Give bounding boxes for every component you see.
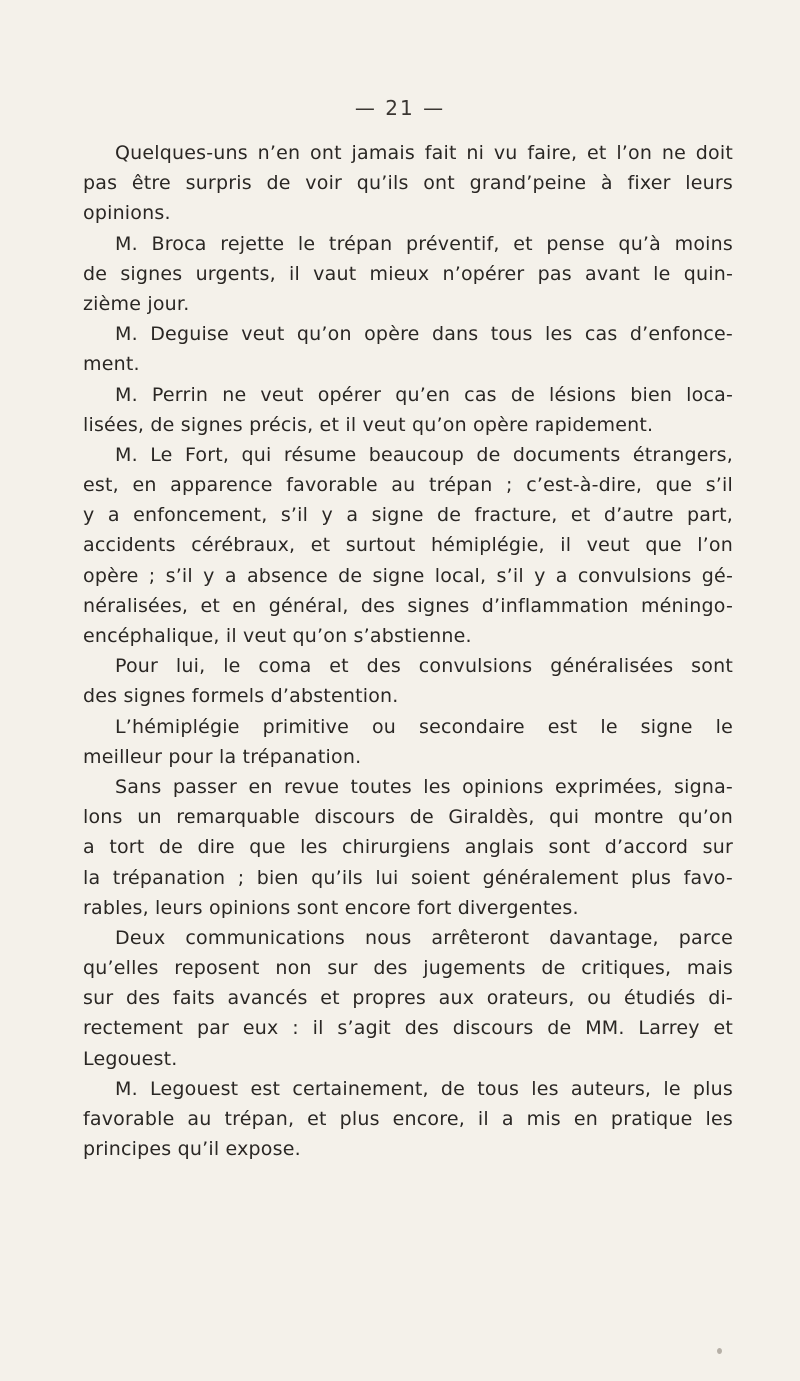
text-line: M. Perrin ne veut opérer qu’en cas de lésions bien loca- xyxy=(115,383,733,406)
text-line: rectement par eux : il s’agit des discours de MM. Larrey et xyxy=(83,1017,733,1040)
text-line: principes qu’il expose. xyxy=(83,1138,301,1161)
text-line: meilleur pour la trépanation. xyxy=(83,745,362,768)
text-line: lisées, de signes précis, et il veut qu’on opère rapidement. xyxy=(83,413,654,436)
text-line: rables, leurs opinions sont encore fort divergentes. xyxy=(83,896,579,919)
text-line: Quelques-uns n’en ont jamais fait ni vu faire, et l’on ne doit xyxy=(115,142,733,164)
text-line: de signes urgents, il vaut mieux n’opérer pas avant le quin- xyxy=(83,262,733,285)
paragraph xyxy=(83,923,733,1074)
paragraph xyxy=(83,772,733,923)
text-line: M. Le Fort, qui résume beaucoup de documents étrangers, xyxy=(115,443,733,466)
text-line: favorable au trépan, et plus encore, il a mis en pratique les xyxy=(83,1108,733,1130)
body-text xyxy=(83,138,733,1164)
text-line: M. Legouest est certainement, de tous les auteurs, le plus xyxy=(115,1077,733,1100)
text-line: qu’elles reposent non sur des jugements de critiques, mais xyxy=(83,957,733,980)
text-line: Sans passer en revue toutes les opinions exprimées, signa- xyxy=(115,775,733,798)
text-line: L’hémiplégie primitive ou secondaire est le signe le xyxy=(115,715,733,738)
text-line: opère ; s’il y a absence de signe local, s’il y a convulsions gé- xyxy=(83,564,733,587)
paragraph xyxy=(83,138,733,229)
text-line: ment. xyxy=(83,353,140,376)
text-line: M. Deguise veut qu’on opère dans tous les cas d’enfonce- xyxy=(115,323,733,346)
text-line: des signes formels d’abstention. xyxy=(83,685,399,708)
paragraph xyxy=(83,440,733,651)
text-line: Deux communications nous arrêteront davantage, parce xyxy=(115,926,733,949)
text-line: accidents cérébraux, et surtout hémiplégie, il veut que l’on xyxy=(83,534,733,557)
text-line: Legouest. xyxy=(83,1047,178,1070)
page-number: — 21 — xyxy=(354,96,446,120)
text-line: est, en apparence favorable au trépan ; c’est-à-dire, que s’il xyxy=(83,474,733,497)
text-line: encéphalique, il veut qu’on s’abstienne. xyxy=(83,625,472,647)
paragraph xyxy=(83,319,733,379)
text-line: lons un remarquable discours de Giraldès, qui montre qu’on xyxy=(83,806,733,829)
paragraph xyxy=(83,1074,733,1165)
text-line: la trépanation ; bien qu’ils lui soient généralement plus favo- xyxy=(83,866,733,889)
text-line: sur des faits avancés et propres aux orateurs, ou étudiés di- xyxy=(83,987,733,1010)
paragraph xyxy=(83,651,733,711)
text-line: M. Broca rejette le trépan préventif, et pense qu’à moins xyxy=(115,232,733,255)
paragraph xyxy=(83,229,733,320)
text-line: Pour lui, le coma et des convulsions généralisées sont xyxy=(115,655,733,678)
paragraph xyxy=(83,712,733,772)
text-line: a tort de dire que les chirurgiens anglais sont d’accord sur xyxy=(83,836,733,859)
paragraph xyxy=(83,380,733,440)
text-line: néralisées, et en général, des signes d’inflammation méningo- xyxy=(83,594,733,617)
text-line: zième jour. xyxy=(83,292,190,315)
paper-speck xyxy=(717,1348,722,1354)
text-line: opinions. xyxy=(83,202,171,225)
text-line: y a enfoncement, s’il y a signe de fracture, et d’autre part, xyxy=(83,504,733,527)
text-line: pas être surpris de voir qu’ils ont grand’peine à fixer leurs xyxy=(83,172,733,195)
